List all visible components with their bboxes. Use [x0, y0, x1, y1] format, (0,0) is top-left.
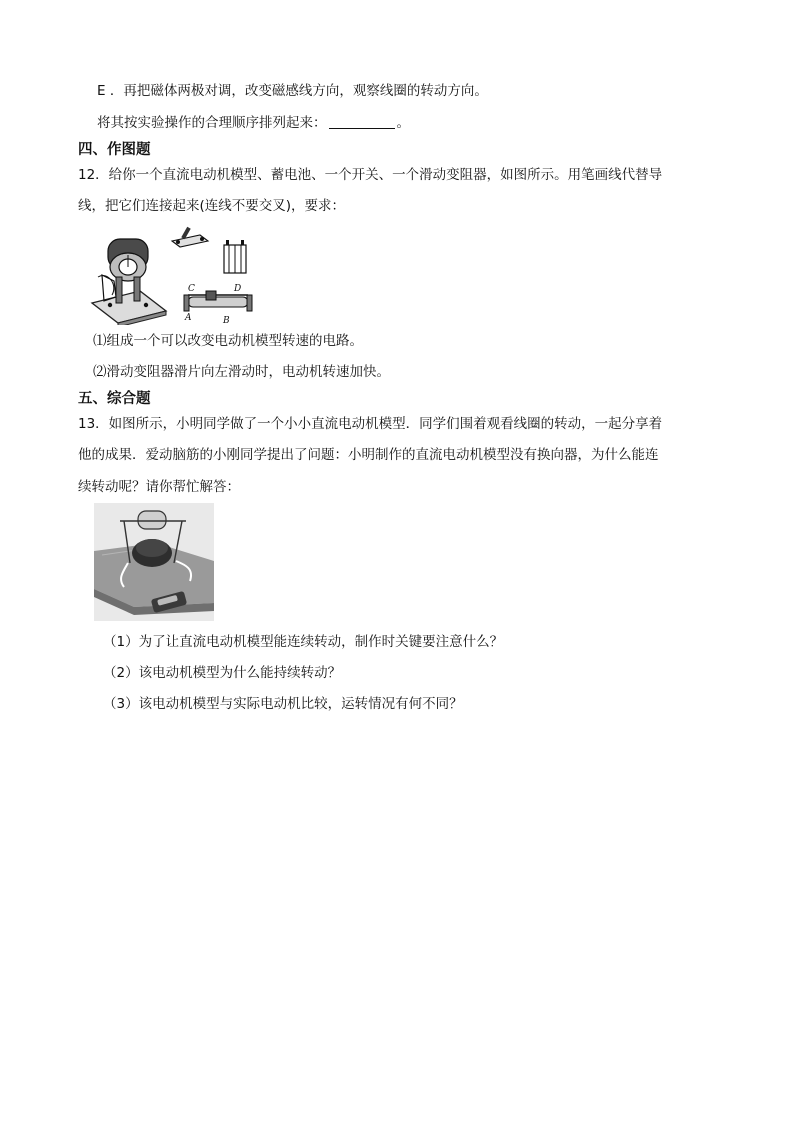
q12-requirement-2: ⑵滑动变阻器滑片向左滑动时，电动机转速加快。 — [93, 364, 390, 380]
section5-heading: 五、综合题 — [78, 391, 151, 407]
motor-model-figure — [92, 239, 166, 325]
switch-figure — [172, 227, 208, 247]
q11-option-e: E ．再把磁体两极对调，改变磁感线方向，观察线圈的转动方向。 — [97, 83, 488, 99]
q13-text-line2: 他的成果．爱动脑筋的小刚同学提出了问题：小明制作的直流电动机模型没有换向器，为什么能连 — [78, 447, 659, 463]
q11-order-prompt: 将其按实验操作的合理顺序排列起来： — [97, 115, 327, 131]
q11-answer-blank[interactable] — [329, 114, 395, 129]
q13-subquestion-2: （2）该电动机模型为什么能持续转动？ — [103, 665, 342, 681]
q12-apparatus-figure — [88, 225, 260, 325]
q12-text-line2: 线，把它们连接起来(连线不要交叉)，要求： — [78, 198, 346, 214]
q13-motor-model-photo — [94, 503, 214, 621]
q13-subquestion-3: （3）该电动机模型与实际电动机比较，运转情况有何不同？ — [103, 696, 463, 712]
label-a: A — [185, 313, 192, 323]
battery-figure — [224, 240, 246, 273]
q11-order-line — [97, 113, 410, 133]
rheostat-figure — [184, 284, 252, 325]
section4-heading: 四、作图题 — [78, 142, 151, 158]
label-d: D — [234, 284, 242, 294]
q13-subquestion-1: （1）为了让直流电动机模型能连续转动，制作时关键要注意什么？ — [103, 634, 504, 650]
q12-requirement-1: ⑴组成一个可以改变电动机模型转速的电路。 — [93, 333, 363, 349]
q13-text-line1: 13．如图所示，小明同学做了一个小小直流电动机模型．同学们围着观看线圈的转动，一起分享着 — [78, 416, 663, 432]
label-c: C — [188, 284, 195, 294]
label-b: B — [223, 316, 230, 325]
q11-order-end: 。 — [396, 115, 410, 131]
q13-text-line3: 续转动呢？请你帮忙解答： — [78, 479, 240, 495]
q12-text-line1: 12．给你一个直流电动机模型、蓄电池、一个开关、一个滑动变阻器，如图所示。用笔画线代替导 — [78, 167, 663, 183]
